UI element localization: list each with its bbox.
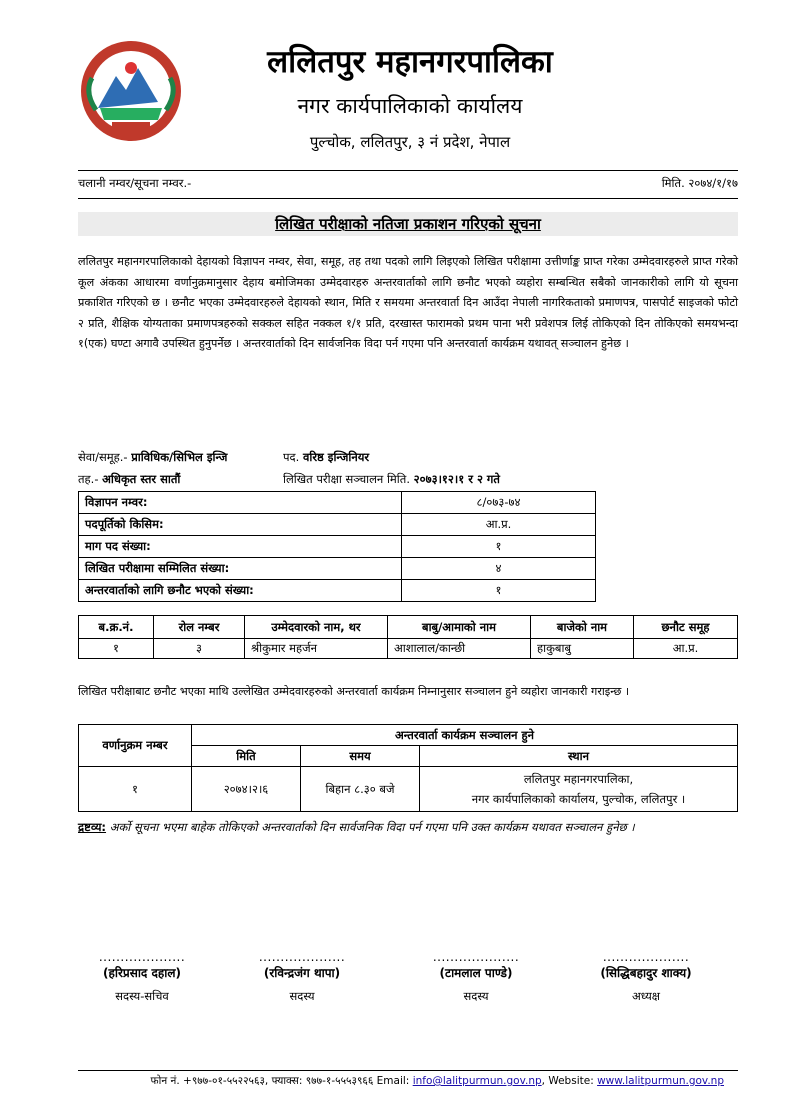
summary-value: आ.प्र.: [402, 514, 596, 536]
column-header: मिति: [192, 746, 301, 767]
signature-line: ....................: [98, 950, 186, 964]
signature-line: ....................: [432, 950, 520, 964]
service-group: [78, 450, 227, 465]
summary-table: [78, 491, 596, 602]
place-line: नगर कार्यपालिकाको कार्यालय, पुल्चोक, ललितपुर ।: [471, 792, 686, 806]
summary-value: १: [402, 580, 596, 602]
footer-website-label: , Website:: [541, 1075, 594, 1087]
summary-label: पदपूर्तिको किसिम:: [79, 514, 402, 536]
website-link[interactable]: www.lalitpurmun.gov.np: [597, 1075, 724, 1087]
page-title: ललितपुर महानगरपालिका: [267, 44, 553, 80]
table-header-row: [79, 725, 738, 746]
table-row: [79, 767, 738, 812]
column-header: उम्मेदवारको नाम, थर: [245, 616, 388, 639]
intro-paragraph: ललितपुर महानगरपालिकाको देहायको विज्ञापन नम्वर, सेवा, समूह, तह तथा पदको लागि लिइएको लिखित परीक्षामा उत्तीर्णाङ्क प्राप्त गरेका उम्मेदवारहरुले प्राप्त गरेको कूल अंकका आधारमा वर्णानुक्रमानुसार देहाय बमोजिमका उम्मेदवारहरु अन्तरवार्ताको लागि छनौट भएको व्यहोरा सम्बन्धित सबैको जानकारीको लागि यो सूचना प्रकाशित गरिएको छ । छनौट भएका उम्मेदवारहरुले देहायको स्थान, मिति र समयमा अन्तरवार्ता दिन आउँदा नेपाली नागरिकताको प्रमाणपत्र, पासपोर्ट साइजको फोटो २ प्रति, शैक्षिक योग्यताका प्रमाणपत्रहरुको सक्कल सहित नक्कल १/१ प्रति, दरखास्त फारामको प्रथम पाना भरी प्रवेशपत्र लिई तोकिएको दिन तोकिएको समयभन्दा १(एक) घण्टा अगावै उपस्थित हुनुपर्नेछ । अन्तरवार्ताको दिन सार्वजनिक विदा पर्न गएमा पनि अन्तरवार्ता कार्यक्रम यथावत् सञ्चालन हुनेछ ।: [78, 255, 738, 351]
column-group-header: अन्तरवार्ता कार्यक्रम सञ्चालन हुने: [192, 725, 738, 746]
signature-block: [232, 950, 372, 1004]
summary-label: अन्तरवार्ताको लागि छनौट भएको संख्या:: [79, 580, 402, 602]
signature-line: ....................: [258, 950, 346, 964]
column-header: स्थान: [420, 746, 738, 767]
exam-date-label: लिखित परीक्षा सञ्चालन मिति.: [283, 472, 410, 486]
page-subtitle: नगर कार्यपालिकाको कार्यालय: [297, 94, 523, 118]
lalitpur-emblem-logo: [78, 38, 184, 144]
table-row: [79, 580, 596, 602]
reference-number: चलानी नम्वर/सूचना नम्वर.-: [78, 176, 192, 190]
table-row: [79, 514, 596, 536]
divider: [78, 198, 738, 199]
note-label: द्रष्टव्य:: [78, 820, 107, 834]
column-header: वर्णानुक्रम नम्बर: [79, 725, 192, 767]
footer-contact: फोन नं. +९७७-०१-५५२२५६३, फ्याक्स: ९७७-१-५५५३९६६ Email:: [150, 1075, 410, 1087]
level: [78, 472, 180, 487]
signature-block: [576, 950, 716, 1004]
table-header-row: [79, 616, 738, 639]
column-header: बाबु/आमाको नाम: [388, 616, 531, 639]
notice-title-text: लिखित परीक्षाको नतिजा प्रकाशन गरिएको सूचना: [275, 215, 541, 233]
table-cell: बिहान ८.३० बजे: [301, 767, 420, 812]
signatory-name: (सिद्धिबहादुर शाक्य): [600, 966, 692, 980]
signature-block: [72, 950, 212, 1004]
divider: [78, 170, 738, 171]
summary-value: ८/०७३-७४: [402, 492, 596, 514]
post-value: वरिष्ठ इन्जिनियर: [302, 450, 370, 464]
interview-paragraph: लिखित परीक्षाबाट छनौट भएका माथि उल्लेखित उम्मेदवारहरुको अन्तरवार्ता कार्यक्रम निम्नानुसार सञ्चालन हुने व्यहोरा जानकारी गराइन्छ ।: [78, 685, 630, 698]
table-cell: आ.प्र.: [634, 639, 738, 659]
table-cell: आशालाल/कान्छी: [388, 639, 531, 659]
table-cell: १: [79, 639, 154, 659]
summary-value: १: [402, 536, 596, 558]
table-cell: हाकुबाबु: [531, 639, 634, 659]
table-cell: [420, 767, 738, 812]
signatory-role: अध्यक्ष: [631, 989, 661, 1003]
table-row: [79, 639, 738, 659]
note: [78, 820, 738, 835]
table-cell: १: [79, 767, 192, 812]
notice-date: मिति. २०७४/१/१७: [661, 176, 738, 190]
signatory-role: सदस्य: [289, 989, 315, 1003]
column-header: छनौट समूह: [634, 616, 738, 639]
signature-block: [406, 950, 546, 1004]
signatory-name: (हरिप्रसाद दहाल): [103, 966, 181, 980]
signatory-role: सदस्य-सचिव: [115, 989, 169, 1003]
level-label: तह.-: [78, 472, 99, 486]
notice-title: [78, 212, 738, 236]
signatory-name: (टामलाल पाण्डे): [439, 966, 513, 980]
footer: [151, 1074, 724, 1088]
table-cell: ३: [154, 639, 245, 659]
column-header: समय: [301, 746, 420, 767]
address: पुल्चोक, ललितपुर, ३ नं प्रदेश, नेपाल: [309, 133, 511, 151]
candidates-table: [78, 615, 738, 659]
table-row: [79, 558, 596, 580]
table-cell: श्रीकुमार महर्जन: [245, 639, 388, 659]
signatory-name: (रविन्द्रजंग थापा): [263, 966, 341, 980]
signatory-role: सदस्य: [463, 989, 489, 1003]
note-text: अर्को सूचना भएमा बाहेक तोकिएको अन्तरवार्ताको दिन सार्वजनिक विदा पर्न गएमा पनि उक्त कार्यक्रम यथावत सञ्चालन हुनेछ ।: [109, 820, 635, 834]
summary-label: माग पद संख्या:: [79, 536, 402, 558]
level-value: अधिकृत स्तर सातौं: [102, 472, 181, 486]
table-cell: २०७४।२।६: [192, 767, 301, 812]
column-header: ब.क्र.नं.: [79, 616, 154, 639]
email-link[interactable]: info@lalitpurmun.gov.np: [412, 1075, 542, 1087]
table-row: [79, 536, 596, 558]
summary-label: लिखित परीक्षामा सम्मिलित संख्या:: [79, 558, 402, 580]
summary-label: विज्ञापन नम्वर:: [79, 492, 402, 514]
post-label: पद.: [283, 450, 300, 464]
signature-line: ....................: [602, 950, 690, 964]
place-line: ललितपुर महानगरपालिका,: [523, 772, 634, 786]
service-label: सेवा/समूह.-: [78, 450, 128, 464]
post: [283, 450, 369, 465]
interview-table: [78, 724, 738, 812]
footer-divider: [78, 1070, 738, 1071]
column-header: रोल नम्बर: [154, 616, 245, 639]
exam-date-value: २०७३।१२।१ र २ गते: [413, 472, 500, 486]
summary-value: ४: [402, 558, 596, 580]
exam-date: [283, 472, 500, 487]
service-value: प्राविधिक/सिभिल इन्जि: [131, 450, 228, 464]
table-row: [79, 492, 596, 514]
column-header: बाजेको नाम: [531, 616, 634, 639]
